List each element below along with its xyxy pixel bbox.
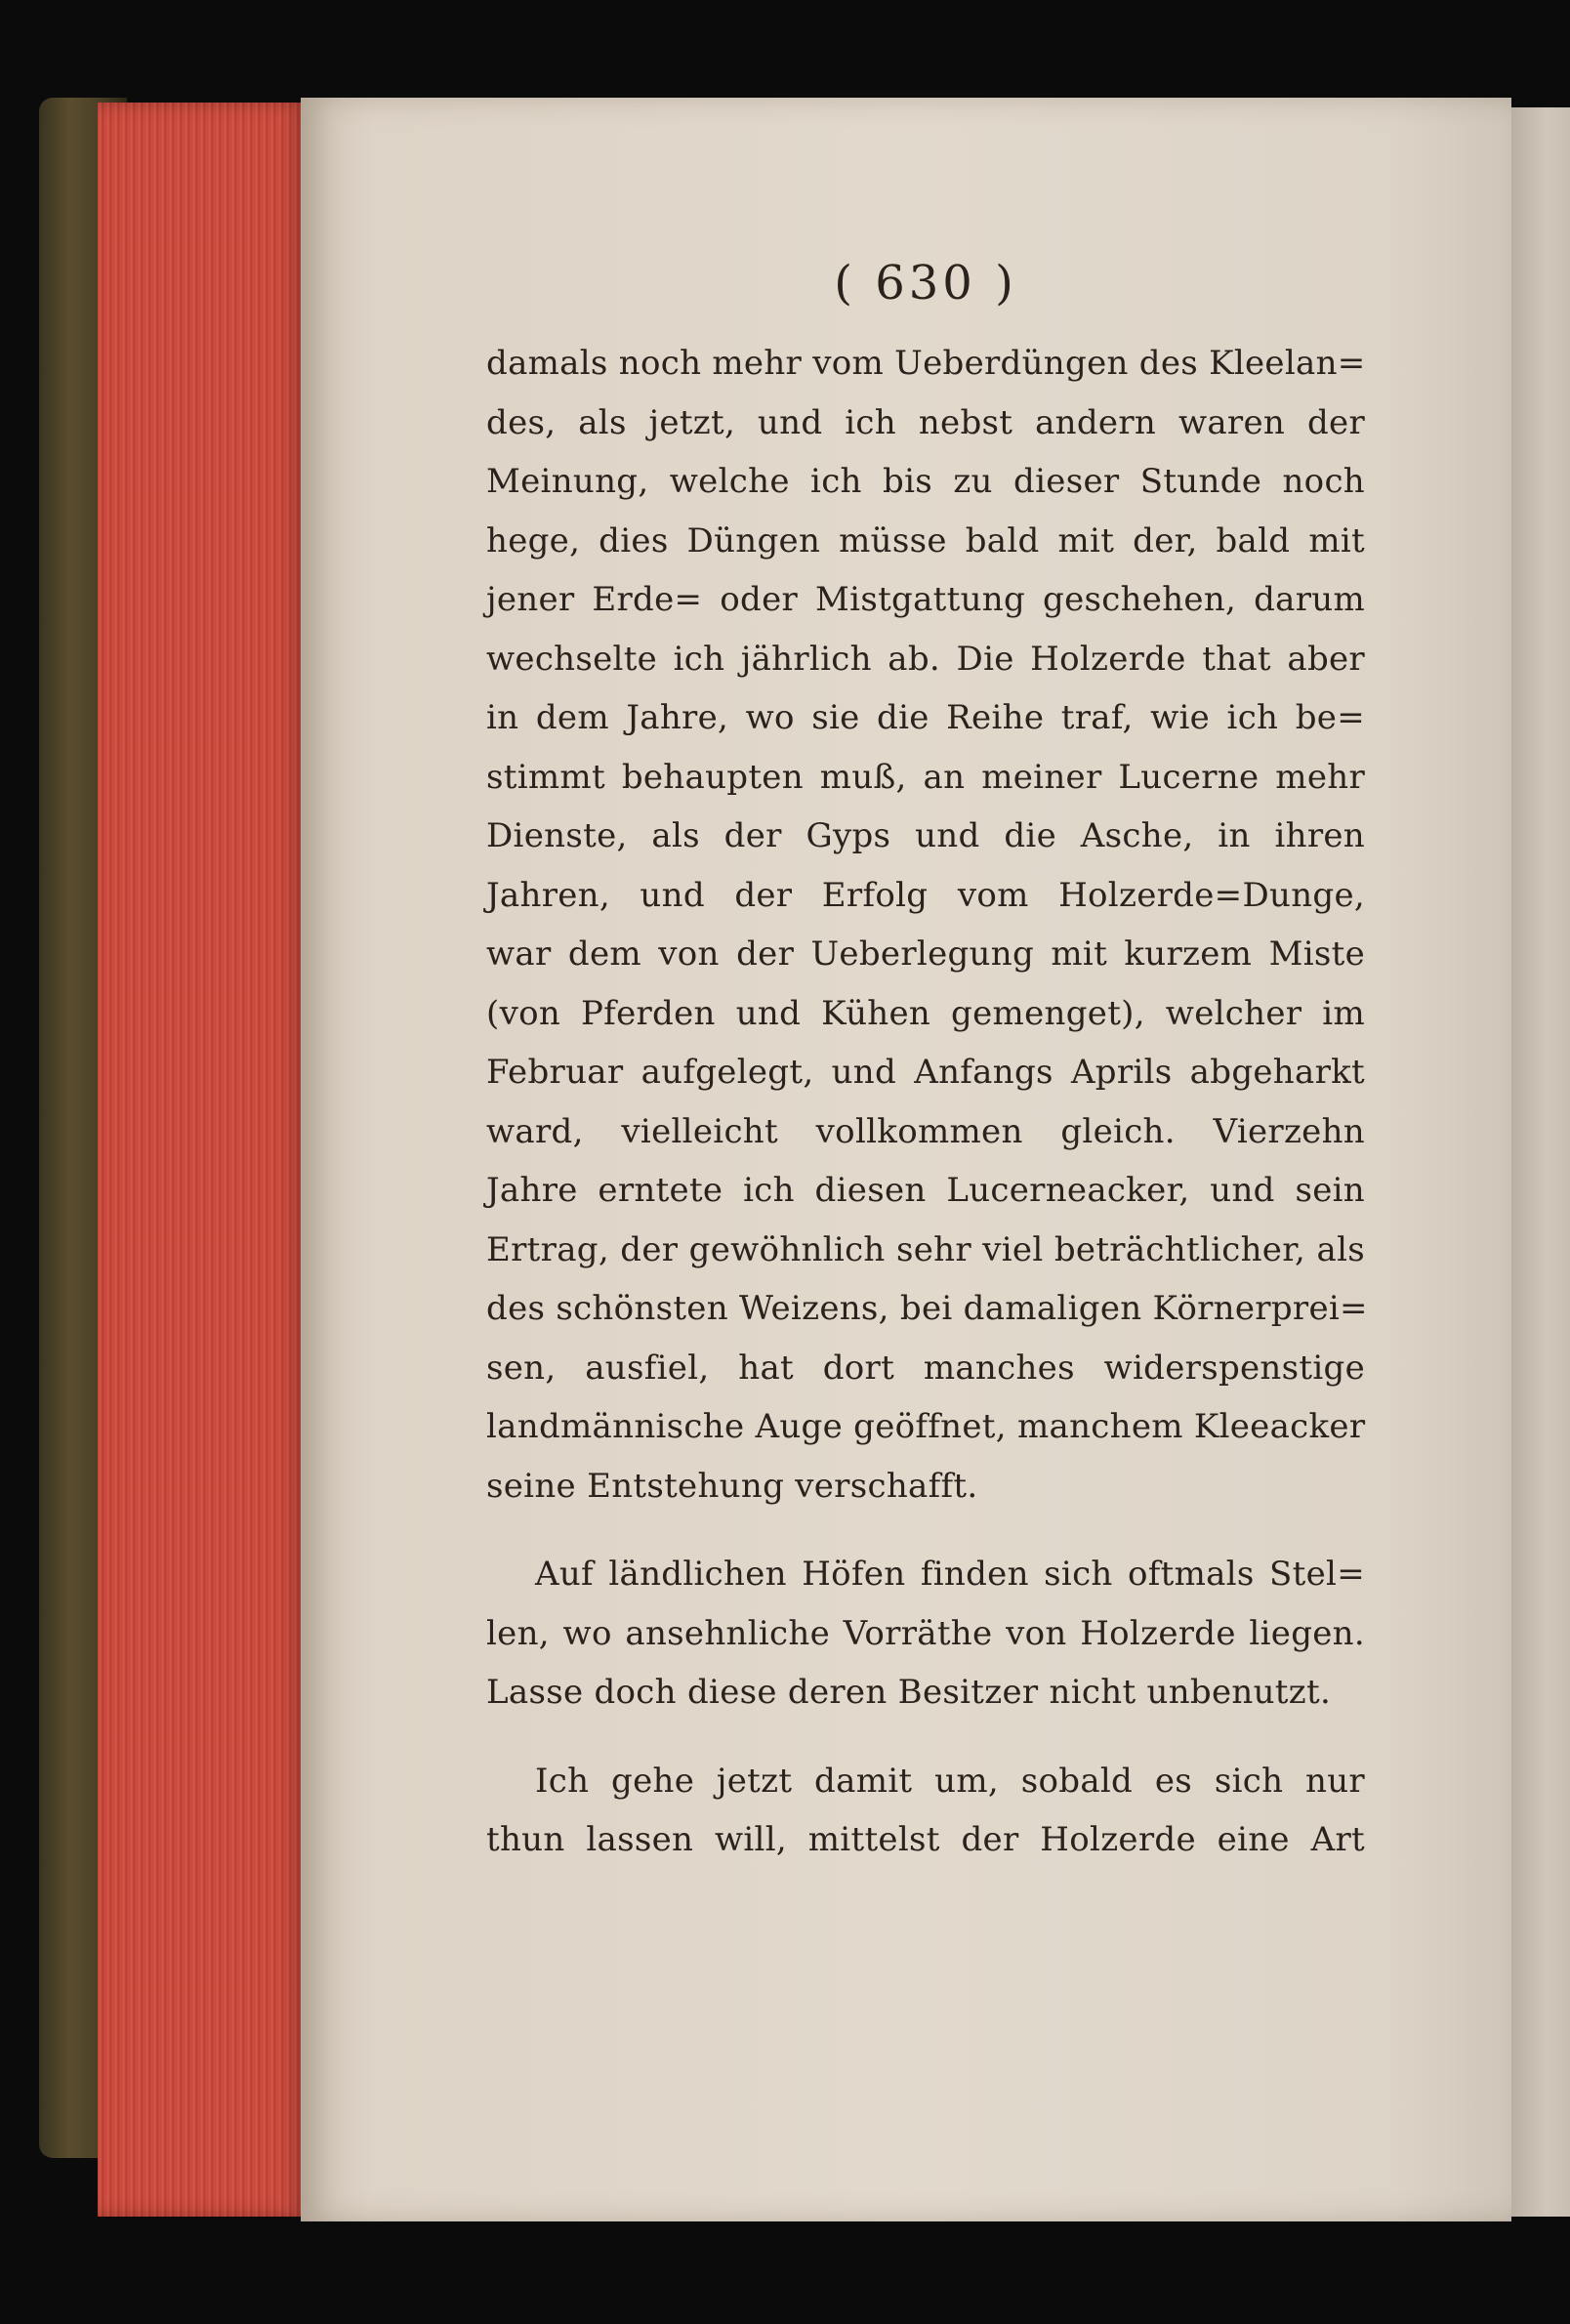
text-line: in dem Jahre, wo sie die Reihe traf, wie ich be=	[486, 698, 1365, 737]
paragraph-1	[486, 334, 1368, 1515]
facing-page-edge	[1511, 107, 1570, 2217]
text-line: Auf ländlichen Höfen finden sich oftmals Stel=	[535, 1555, 1365, 1594]
red-page-edges	[98, 103, 308, 2217]
paragraph-3	[486, 1752, 1365, 1870]
text-line: hege, dies Düngen müsse bald mit der, bald mit	[486, 520, 1365, 560]
text-line: Ertrag, der gewöhnlich sehr viel beträchtlicher, als	[486, 1229, 1365, 1269]
text-line: (von Pferden und Kühen gemenget), welcher im	[486, 993, 1365, 1033]
paragraph-2	[486, 1545, 1365, 1722]
text-line: Dienste, als der Gyps und die Asche, in ihren	[486, 816, 1365, 855]
text-line: wechselte ich jährlich ab. Die Holzerde that aber	[486, 639, 1365, 679]
text-line: Ich gehe jetzt damit um, sobald es sich nur	[535, 1761, 1365, 1801]
text-line: des schönsten Weizens, bei damaligen Körnerprei=	[486, 1289, 1368, 1328]
text-line: des, als jetzt, und ich nebst andern waren der	[486, 402, 1365, 442]
text-line: ward, vielleicht vollkommen gleich. Vierzehn	[486, 1111, 1365, 1151]
text-line: damals noch mehr vom Ueberdüngen des Kleelan=	[486, 344, 1366, 383]
page-number: ( 630 )	[834, 256, 1017, 311]
text-line: thun lassen will, mittelst der Holzerde eine Art	[486, 1820, 1365, 1859]
text-line: sen, ausfiel, hat dort manches widerspenstige	[486, 1348, 1365, 1388]
text-line: Februar aufgelegt, und Anfangs Aprils abgeharkt	[486, 1053, 1365, 1092]
text-line: Jahre erntete ich diesen Lucerneacker, und sein	[486, 1171, 1365, 1210]
text-line: jener Erde= oder Mistgattung geschehen, darum	[486, 580, 1365, 619]
text-line: Lasse doch diese deren Besitzer nicht unbenutzt.	[486, 1673, 1332, 1712]
text-line: stimmt behaupten muß, an meiner Lucerne mehr	[486, 757, 1365, 797]
text-line: landmännische Auge geöffnet, manchem Kleeacker	[486, 1407, 1366, 1446]
text-line: Jahren, und der Erfolg vom Holzerde=Dunge,	[486, 875, 1365, 915]
book-page	[301, 98, 1511, 2221]
text-line: war dem von der Ueberlegung mit kurzem Miste	[486, 934, 1365, 974]
text-line: seine Entstehung verschafft.	[486, 1466, 978, 1506]
page-text	[486, 254, 1368, 1870]
text-line: len, wo ansehnliche Vorräthe von Holzerde liegen.	[486, 1613, 1365, 1653]
text-line: Meinung, welche ich bis zu dieser Stunde noch	[486, 462, 1365, 501]
